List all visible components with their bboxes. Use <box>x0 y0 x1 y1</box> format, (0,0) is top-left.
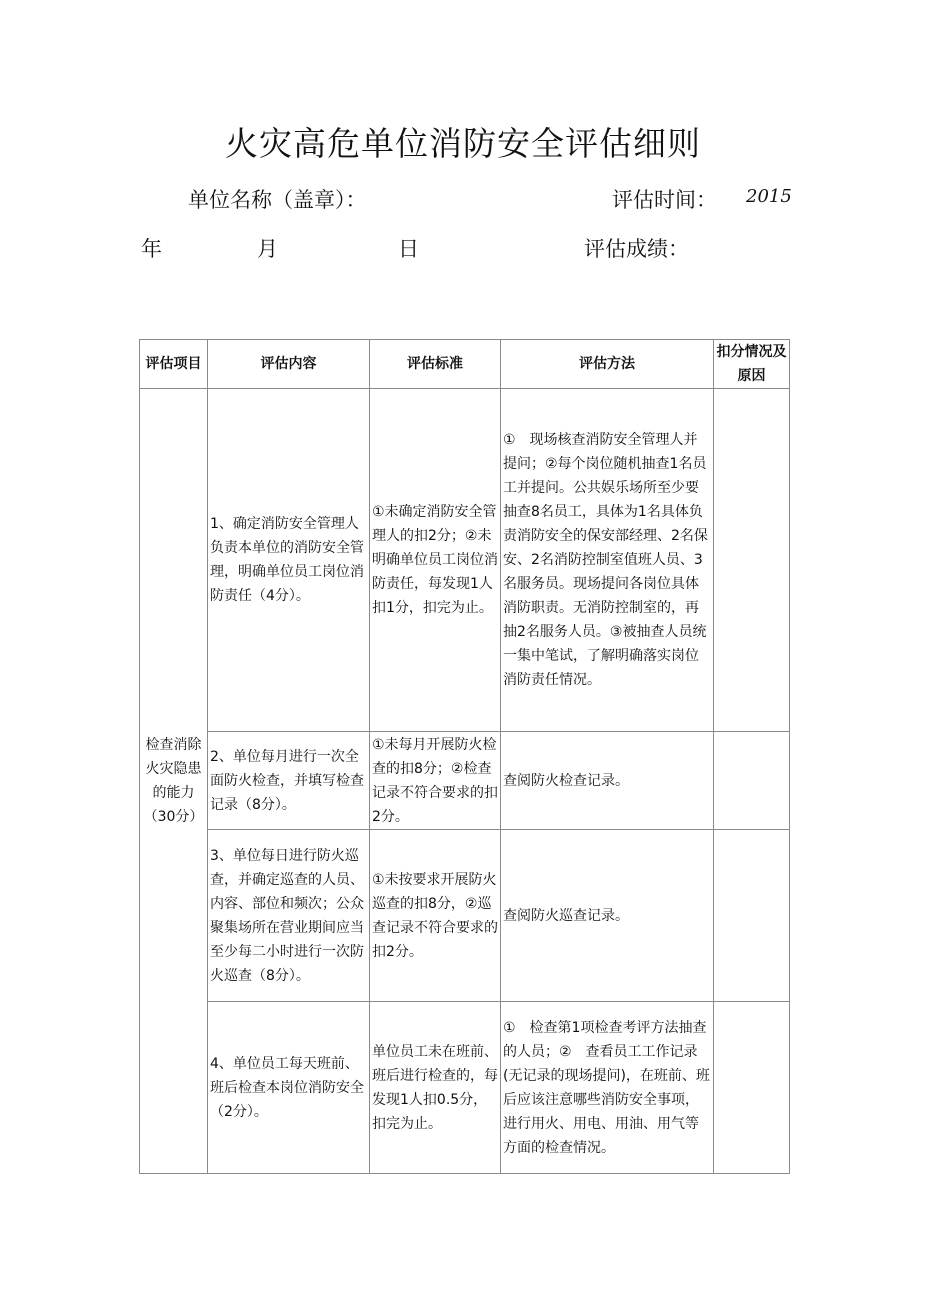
eval-time-label: 评估时间： <box>612 188 717 212</box>
col-header-deduction: 扣分情况及原因 <box>714 340 790 389</box>
col-header-method: 评估方法 <box>501 340 714 389</box>
method-cell: ① 检查第1项检查考评方法抽查的人员；② 查看员工工作记录(无记录的现场提问)，在班前、班后应该注意哪些消防安全事项，进行用火、用电、用油、用气等方面的检查情况。 <box>501 1002 714 1174</box>
standard-cell: ①未确定消防安全管理人的扣2分；②未明确单位员工岗位消防责任，每发现1人扣1分，扣完为止。 <box>370 389 501 732</box>
deduction-cell <box>714 830 790 1002</box>
deduction-cell <box>714 732 790 830</box>
content-cell: 2、单位每月进行一次全面防火检查，并填写检查记录（8分）。 <box>208 732 370 830</box>
content-cell: 3、单位每日进行防火巡查，并确定巡查的人员、内容、部位和频次；公众聚集场所在营业期间应当至少每二小时进行一次防火巡查（8分）。 <box>208 830 370 1002</box>
eval-year: 2015 <box>746 186 792 207</box>
table-row <box>140 1002 790 1174</box>
table-row <box>140 389 790 732</box>
deduction-cell <box>714 389 790 732</box>
standard-cell: ①未每月开展防火检查的扣8分；②检查记录不符合要求的扣2分。 <box>370 732 501 830</box>
year-label: 年 <box>141 237 162 261</box>
month-label: 月 <box>257 237 278 261</box>
standard-cell: 单位员工未在班前、班后进行检查的，每发现1人扣0.5分，扣完为止。 <box>370 1002 501 1174</box>
table-row <box>140 830 790 1002</box>
content-cell: 1、确定消防安全管理人负责本单位的消防安全管理，明确单位员工岗位消防责任（4分）。 <box>208 389 370 732</box>
day-label: 日 <box>398 237 419 261</box>
table-row <box>140 732 790 830</box>
col-header-item: 评估项目 <box>140 340 208 389</box>
eval-score-label: 评估成绩： <box>584 237 689 261</box>
unit-name-label: 单位名称（盖章）： <box>188 188 367 212</box>
method-cell: 查阅防火检查记录。 <box>501 732 714 830</box>
method-cell: ① 现场核查消防安全管理人并提问；②每个岗位随机抽查1名员工并提问。公共娱乐场所至少要抽查8名员工，具体为1名具体负责消防安全的保安部经理、2名保安、2名消防控制室值班人员、3名服务员。现场提问各岗位具体消防职责。无消防控制室的，再抽2名服务人员。③被抽查人员统一集中笔试，了解明确落实岗位消防责任情况。 <box>501 389 714 732</box>
table-header-row <box>140 340 790 389</box>
deduction-cell <box>714 1002 790 1174</box>
standard-cell: ①未按要求开展防火巡查的扣8分，②巡查记录不符合要求的扣2分。 <box>370 830 501 1002</box>
evaluation-table <box>139 339 790 1174</box>
eval-item-cell: 检查消除火灾隐患的能力（30分） <box>140 389 208 1174</box>
content-cell: 4、单位员工每天班前、班后检查本岗位消防安全（2分）。 <box>208 1002 370 1174</box>
page-title: 火灾高危单位消防安全评估细则 <box>225 124 701 163</box>
col-header-standard: 评估标准 <box>370 340 501 389</box>
method-cell: 查阅防火巡查记录。 <box>501 830 714 1002</box>
col-header-content: 评估内容 <box>208 340 370 389</box>
